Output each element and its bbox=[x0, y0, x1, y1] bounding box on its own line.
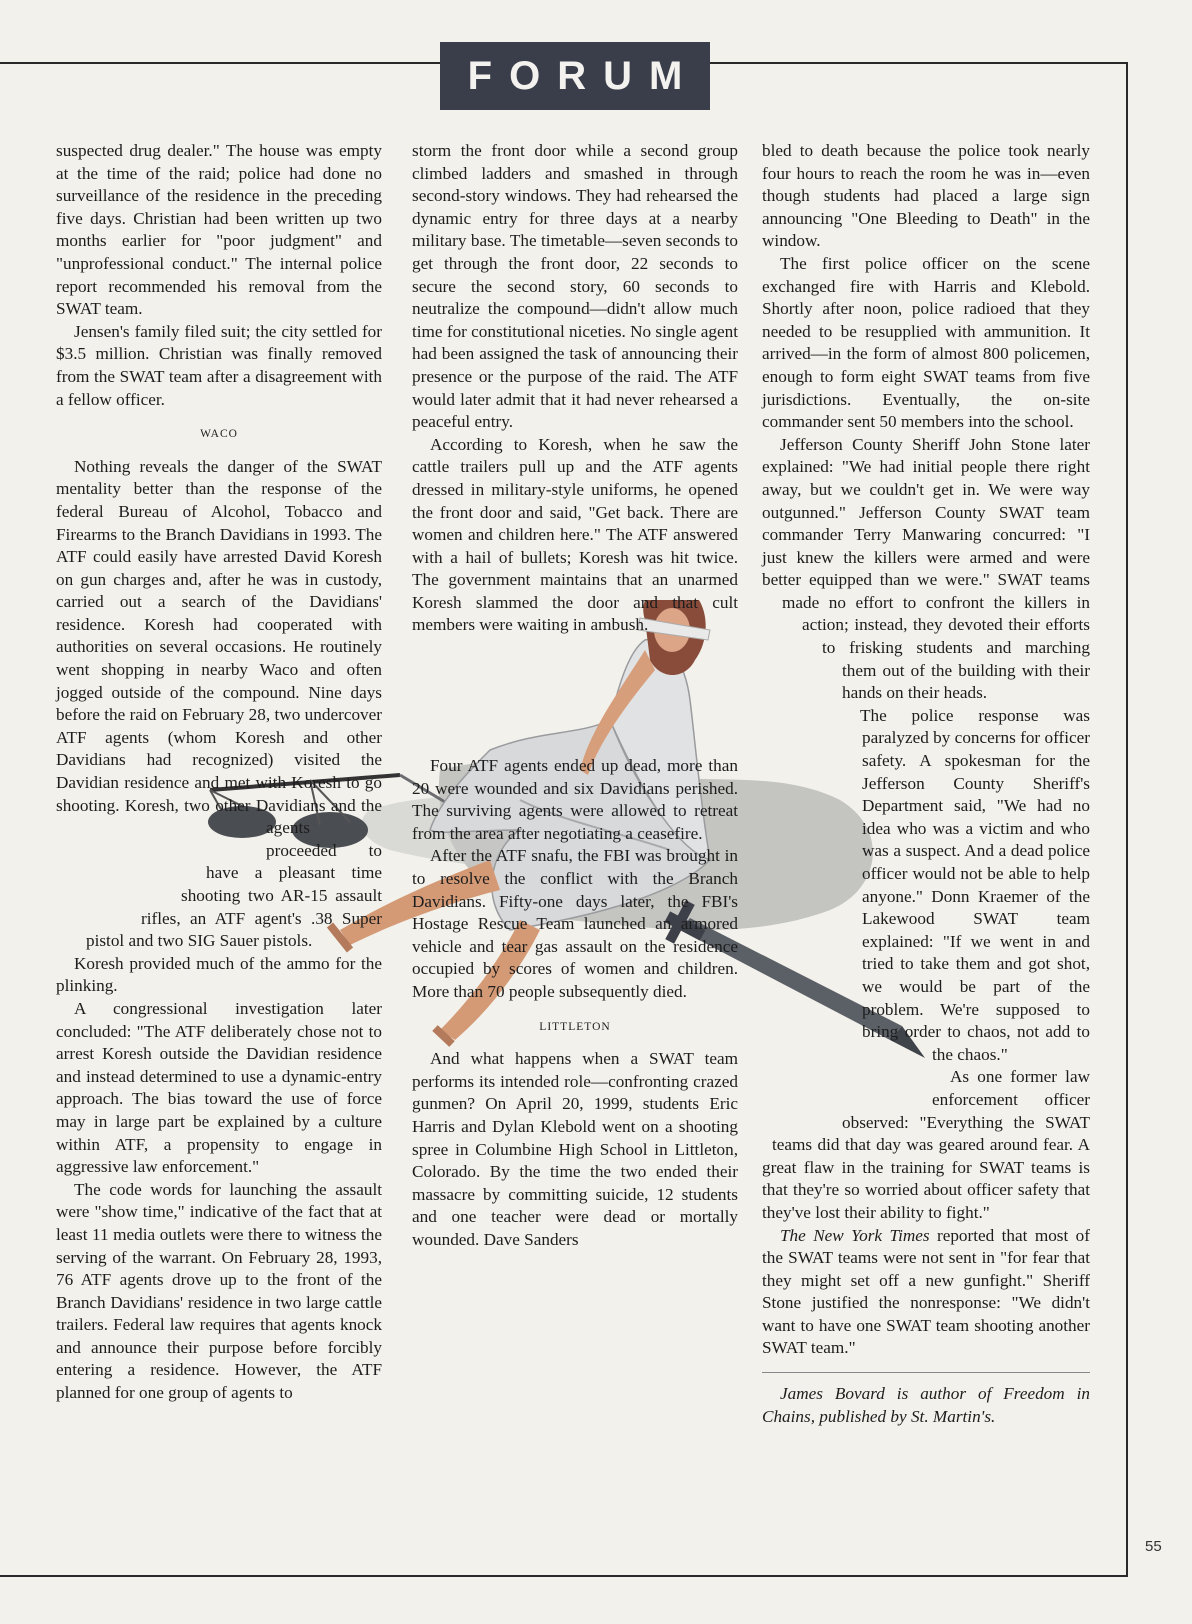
author-byline bbox=[762, 1372, 1090, 1428]
paragraph: According to Koresh, when he saw the cattle trailers pull up and the ATF agents dressed in military-style uniforms, he opened the front door and said, "Get back. There are women and children here." The ATF answered with a hail of bullets; Koresh was hit twice. The government maintains that an unarmed Koresh slammed the door and that cult members were waiting in ambush. bbox=[412, 434, 738, 635]
paragraph: Nothing reveals the danger of the SWAT mentality better than the response of the federal Bureau of Alcohol, Tobacco and Firearms to the Branch Davidians in 1993. The ATF could easily have arrested David Koresh on gun charges and, after he was in custody, carried out a search of the Davidians' residence. Koresh had cooperated with authorities on several occasions. He routinely went shopping in nearby Waco and often jogged outside of the compound. Nine days before the raid on February 28, two undercover ATF agents (whom Koresh and other Davidians had recognized) visited the Davidian residence and met with Koresh to go shooting. Koresh, two other Davidians and the agents proceeded to have a pleasant time shooting two AR-15 assault rifles, an ATF agent's .38 Super pistol and two SIG Sauer pistols. bbox=[56, 456, 382, 951]
paragraph: As one former law enforcement officer observed: "Everything the SWAT teams did that day was geared around fear. A great flaw in the training for SWAT teams is that they're so worried about officer safety that they've lost their ability to fight." bbox=[762, 1067, 1090, 1222]
paragraph: bled to death because the police took nearly four hours to reach the room he was in—even though students had placed a large sign announcing "One Bleeding to Death" in the window. bbox=[762, 141, 1090, 251]
paragraph: And what happens when a SWAT team performs its intended role—confronting crazed gunmen? On April 20, 1999, students Eric Harris and Dylan Klebold went on a shooting spree in Columbine High School in Littleton, Colorado. By the time the two ended their massacre by committing suicide, 12 students and one teacher were dead or mortally wounded. Dave Sanders bbox=[412, 1049, 738, 1249]
paragraph: suspected drug dealer." The house was empty at the time of the raid; police had done no surveillance of the residence in the preceding five days. Christian had been written up two months earlier for "poor judgment" and "unprofessional conduct." The internal police report recommended his removal from the SWAT team. bbox=[56, 141, 382, 319]
paragraph bbox=[762, 1225, 1090, 1361]
forum-masthead bbox=[440, 42, 710, 110]
page-number: 55 bbox=[1145, 1538, 1162, 1555]
byline-text: James Bovard is author of Freedom in Chains, published by St. Martin's. bbox=[762, 1384, 1090, 1426]
section-heading-littleton: LITTLETON bbox=[539, 1020, 611, 1033]
paragraph: The first police officer on the scene exchanged fire with Harris and Klebold. Shortly after noon, police radioed that they needed to be resupplied with ammunition. It arrived—in the form of almost 800 policemen, enough to form eight SWAT teams from five jurisdictions. Eventually, the on-site commander sent 50 members into the school. bbox=[762, 253, 1090, 432]
paragraph: storm the front door while a second group climbed ladders and smashed in through second-story windows. They had rehearsed the dynamic entry for three days at a nearby military base. The timetable—seven seconds to get through the front door, 22 seconds to secure the second story, 60 seconds to neutralize the compound—didn't allow much time for constitutional niceties. No single agent had been assigned the task of announcing their presence or the purpose of the raid. The ATF would later admit that it had never rehearsed a peaceful entry. bbox=[412, 141, 739, 432]
masthead-title: FORUM bbox=[467, 53, 700, 98]
paragraph: Four ATF agents ended up dead, more than 20 were wounded and six Davidians perished. The surviving agents were allowed to retreat from the area after negotiating a ceasefire. bbox=[412, 756, 738, 843]
column-2 bbox=[412, 140, 738, 1251]
paragraph: Jefferson County Sheriff John Stone later explained: "We had initial people there right away, but we couldn't get in. We were way outgunned." Jefferson County SWAT team commander Terry Manwaring concurred: "I just knew the killers were armed and were better equipped than we were." SWAT teams made no effort to confront the killers in action; instead, they devoted their efforts to frisking students and marching them out of the building with their hands on their heads. bbox=[762, 434, 1090, 703]
paragraph-text: reported that most of the SWAT teams were not sent in "for fear that they might set off a new gunfight." Sheriff Stone justified the nonresponse: "We didn't want to have one SWAT team shooting another SWAT team." bbox=[762, 1225, 1090, 1358]
column-3 bbox=[762, 140, 1090, 1428]
section-heading-waco: WACO bbox=[200, 428, 238, 441]
paragraph: Koresh provided much of the ammo for the plinking. bbox=[56, 953, 382, 996]
paragraph: After the ATF snafu, the FBI was brought in to resolve the conflict with the Branch Davidians. Fifty-one days later, the FBI's Hostage Rescue Team launched an armored vehicle and tear gas assault on the residence occupied by scores of women and children. More than 70 people subsequently died. bbox=[412, 846, 738, 1001]
column-1 bbox=[56, 140, 382, 1405]
paragraph: The police response was paralyzed by concerns for officer safety. A spokesman for the Jefferson County Sheriff's Department said, "We had no idea who was a victim and who was a suspect. And a dead police officer would not be able to help anyone." Donn Kraemer of the Lakewood SWAT team explained: "If we went in and tried to take them and got shot, we would be part of the problem. We're supposed to bring order to chaos, not add to the chaos." bbox=[860, 705, 1090, 1064]
publication-title: The New York Times bbox=[780, 1225, 930, 1245]
paragraph: A congressional investigation later concluded: "The ATF deliberately chose not to arrest Koresh outside the Davidian residence and instead determined to use a dynamic-entry approach. The bias toward the use of force may in large part be explained by a culture within ATF, a propensity to engage in aggressive law enforcement." bbox=[56, 998, 382, 1177]
paragraph: Jensen's family filed suit; the city settled for $3.5 million. Christian was finally removed from the SWAT team after a disagreement with a fellow officer. bbox=[56, 321, 382, 409]
paragraph: The code words for launching the assault were "show time," indicative of the fact that at least 11 media outlets were there to witness the serving of the warrant. On February 28, 1993, 76 ATF agents drove up to the front of the Branch Davidians' residence in two large cattle trailers. Federal law requires that agents knock and announce their purpose before forcibly entering a residence. However, the ATF planned for one group of agents to bbox=[56, 1179, 382, 1403]
